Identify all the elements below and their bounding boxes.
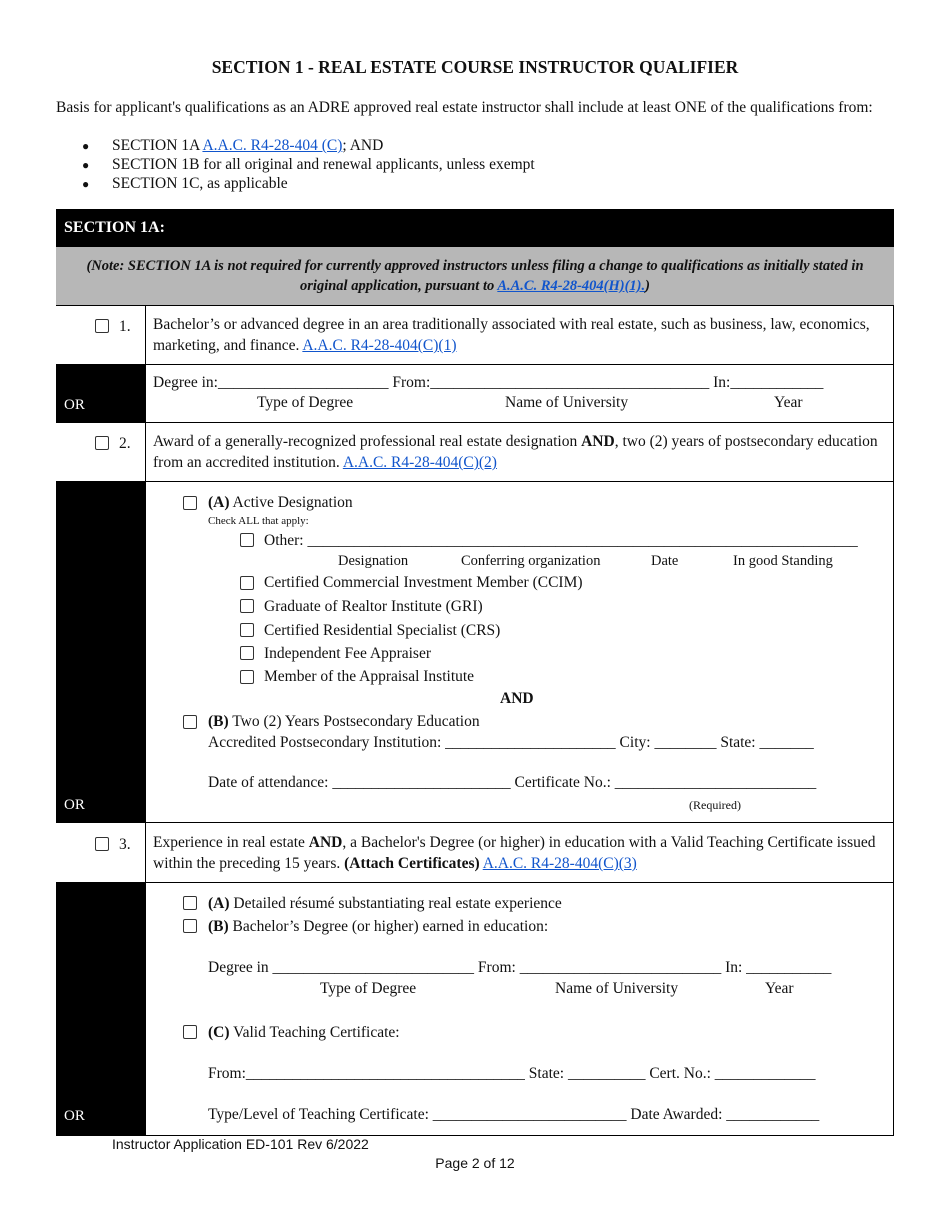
divider [56, 481, 894, 482]
designation-crs: Certified Residential Specialist (CRS) [264, 622, 501, 639]
note-link[interactable]: A.A.C. R4-28-404(H)(1). [497, 278, 646, 294]
ccim-checkbox[interactable] [240, 576, 254, 590]
divider [56, 822, 894, 823]
caption-type-of-degree: Type of Degree [257, 394, 354, 411]
or-label: OR [64, 1108, 85, 1124]
item-1-link[interactable]: A.A.C. R4-28-404(C)(1) [302, 337, 457, 354]
item-2-desc-a: Award of a generally-recognized professional real estate designation [153, 433, 582, 450]
education-degree-checkbox[interactable] [183, 919, 197, 933]
section-note [56, 247, 894, 306]
education-degree-line[interactable]: Degree in __________________________ From: __________________________ In: ___________ [208, 959, 832, 976]
caption-conferring-org: Conferring organization [461, 553, 601, 569]
item-1-number-cell [56, 306, 146, 364]
item-3-option-b-label: (B) [208, 918, 229, 935]
caption-university: Name of University [505, 394, 629, 411]
required-note: (Required) [689, 798, 741, 812]
item-2-desc-b: , two (2) years of postsecondary education from an accredited institution. [153, 433, 878, 471]
designation-ifa: Independent Fee Appraiser [264, 645, 431, 662]
cert-type-line[interactable]: Type/Level of Teaching Certificate: _________________________ Date Awarded: ____________ [208, 1106, 820, 1123]
divider [56, 364, 894, 365]
item-1-number: 1. [119, 318, 131, 335]
item-3-number-cell [56, 822, 146, 882]
item-3-desc-a: Experience in real estate [153, 834, 309, 851]
item-2-checkbox[interactable] [95, 436, 109, 450]
item-3-desc-b: , a Bachelor's Degree (or higher) in education with a Valid Teaching Certificate issued within the preceding 15 years. [153, 834, 876, 872]
crs-checkbox[interactable] [240, 623, 254, 637]
or-label: OR [64, 797, 85, 813]
caption-university: Name of University [555, 980, 679, 997]
item-2-number: 2. [119, 435, 131, 452]
appraisal-institute-checkbox[interactable] [240, 670, 254, 684]
divider [56, 882, 894, 883]
caption-year: Year [765, 980, 794, 997]
item-3-option-a-label: (A) [208, 895, 230, 912]
item-3-option-a-text: Detailed résumé substantiating real estate experience [229, 895, 562, 912]
item-3-option-c-text: Valid Teaching Certificate: [229, 1024, 400, 1041]
bullet-1-prefix: SECTION 1A [112, 137, 203, 154]
other-line[interactable]: Other: _______________________________________________________________________ [264, 532, 858, 549]
ifa-checkbox[interactable] [240, 646, 254, 660]
caption-type-of-degree: Type of Degree [320, 980, 417, 997]
caption-year: Year [774, 394, 803, 411]
or-cell-3 [56, 882, 146, 1136]
attendance-line[interactable]: Date of attendance: _______________________ Certificate No.: __________________________ [208, 774, 817, 791]
resume-checkbox[interactable] [183, 896, 197, 910]
active-designation-label [208, 494, 353, 512]
postsecondary-label [208, 713, 480, 731]
and-separator: AND [500, 690, 534, 707]
caption-good-standing: In good Standing [733, 553, 833, 569]
item-3-link[interactable]: A.A.C. R4-28-404(C)(3) [482, 855, 637, 872]
designation-ccim: Certified Commercial Investment Member (CCIM) [264, 574, 583, 591]
other-checkbox[interactable] [240, 533, 254, 547]
item-1-checkbox[interactable] [95, 319, 109, 333]
institution-line[interactable]: Accredited Postsecondary Institution: ______________________ City: ________ State: _______ [208, 734, 814, 751]
form-id: Instructor Application ED-101 Rev 6/2022 [112, 1136, 369, 1152]
item-3-option-c-label: (C) [208, 1024, 230, 1041]
postsecondary-checkbox[interactable] [183, 715, 197, 729]
designation-appraisal-institute: Member of the Appraisal Institute [264, 668, 475, 685]
education-degree-label [208, 918, 548, 936]
caption-designation: Designation [338, 553, 409, 569]
aac-link[interactable]: A.A.C. R4-28-404 (C) [202, 137, 343, 154]
option-a-label: (A) [208, 494, 230, 511]
designation-gri: Graduate of Realtor Institute (GRI) [264, 598, 483, 615]
option-a-text: Active Designation [229, 494, 353, 511]
list-item: ● SECTION 1C, as applicable [56, 174, 535, 193]
or-cell-2 [56, 481, 146, 822]
item-2-number-cell [56, 422, 146, 481]
or-label: OR [64, 397, 85, 413]
resume-label [208, 895, 562, 913]
list-item: ● SECTION 1B for all original and renewal applicants, unless exempt [56, 155, 535, 174]
divider [56, 422, 894, 423]
item-3-number: 3. [119, 836, 131, 853]
note-text: (Note: SECTION 1A is not required for currently approved instructors unless filing a change to qualifications as initially stated in original application, pursuant to [86, 258, 864, 294]
item-2-and: AND [581, 433, 615, 450]
item-1-degree-line[interactable]: Degree in:______________________ From:____________________________________ In:____________ [153, 374, 824, 391]
page-number: Page 2 of 12 [435, 1155, 515, 1171]
option-b-label: (B) [208, 713, 229, 730]
cert-from-line[interactable]: From:____________________________________ State: __________ Cert. No.: _____________ [208, 1065, 816, 1082]
intro-text: Basis for applicant's qualifications as an ADRE approved real estate instructor shall include at least ONE of the qualifications from: [56, 99, 873, 116]
page-title: SECTION 1 - REAL ESTATE COURSE INSTRUCTOR QUALIFIER [211, 57, 739, 77]
gri-checkbox[interactable] [240, 599, 254, 613]
option-b-text: Two (2) Years Postsecondary Education [228, 713, 480, 730]
section-header: SECTION 1A: [56, 209, 894, 247]
teaching-cert-checkbox[interactable] [183, 1025, 197, 1039]
active-designation-checkbox[interactable] [183, 496, 197, 510]
item-3-option-b-text: Bachelor’s Degree (or higher) earned in education: [228, 918, 549, 935]
caption-date: Date [651, 553, 679, 569]
item-2-text [153, 431, 886, 473]
item-3-attach: (Attach Certificates) [344, 855, 480, 872]
item-2-link[interactable]: A.A.C. R4-28-404(C)(2) [342, 454, 497, 471]
item-1-text [153, 314, 886, 356]
note-close: ) [645, 278, 650, 294]
teaching-cert-label [208, 1024, 400, 1042]
bullet-1-suffix: ; AND [342, 137, 384, 154]
item-1-description: Bachelor’s or advanced degree in an area traditionally associated with real estate, such as business, law, economics, marketing, and finance. [153, 316, 870, 354]
list-item [56, 136, 535, 155]
item-3-checkbox[interactable] [95, 837, 109, 851]
column-divider [145, 306, 146, 1136]
item-3-and: AND [308, 834, 343, 851]
qualification-list [56, 136, 535, 193]
check-all-note: Check ALL that apply: [208, 515, 309, 527]
item-3-text [153, 832, 886, 874]
